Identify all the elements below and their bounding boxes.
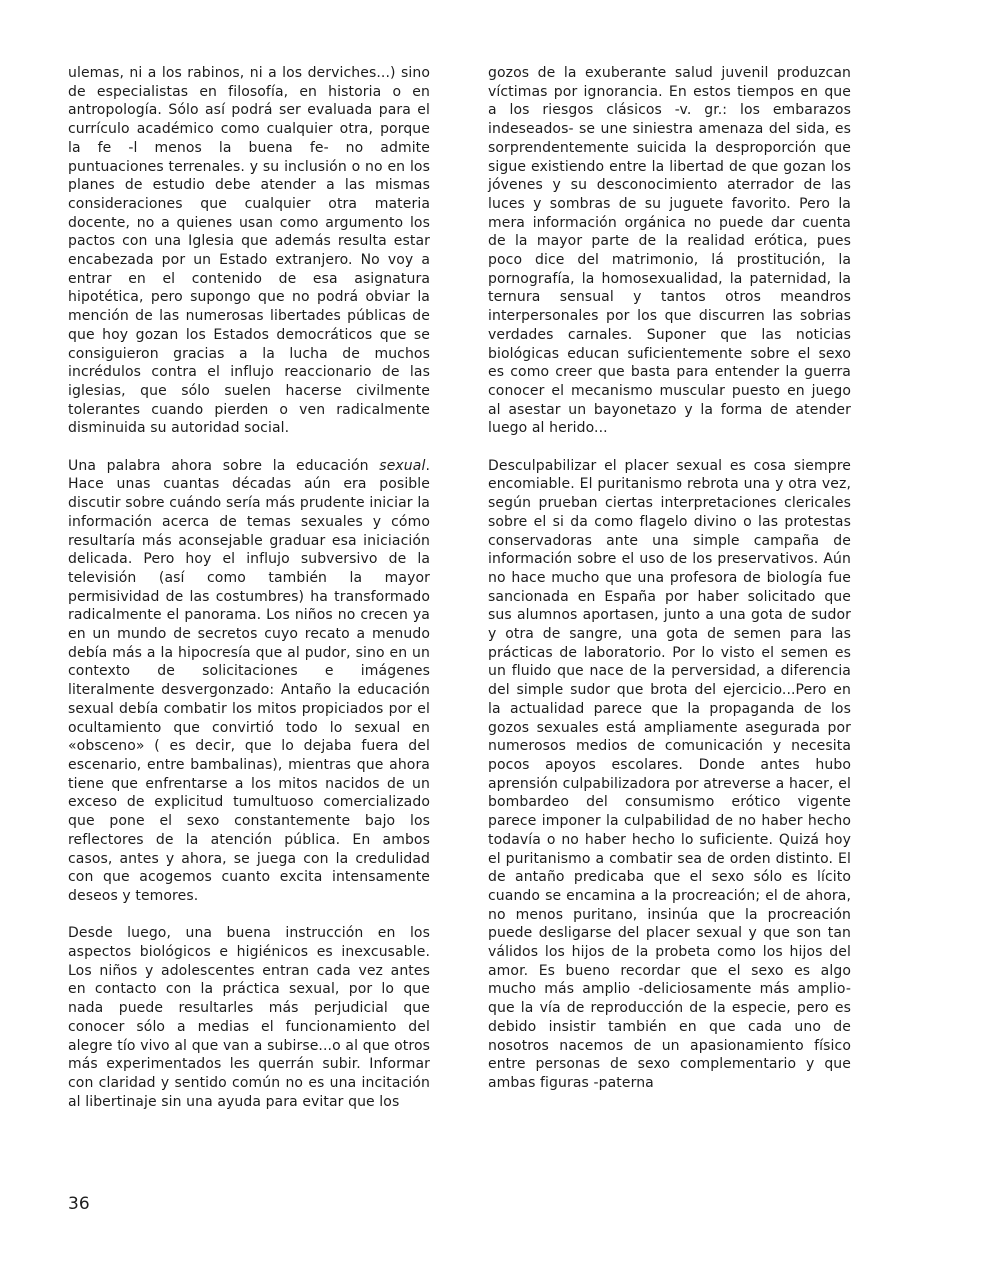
page-number: 36 xyxy=(68,1194,90,1214)
body-text: Una palabra ahora sobre la educación xyxy=(68,457,380,474)
body-text: ulemas, ni a los rabinos, ni a los derviches...) sino de especialistas en filosofía, en historia o en antropología. Sólo así podrá ser evaluada para el currículo académico como cualquier otra, porque la fe -l menos la buena fe- no admite puntuaciones terrenales. y su inclusión o no en los planes de estudio debe atender a las mismas consideraciones que cualquier otra materia docente, no a quienes usan como argumento los pactos con una Iglesia que además resulta estar encabezada por un Estado extranjero. No voy a entrar en el contenido de esa asignatura hipotética, pero supongo que no podrá obviar la mención de las numerosas libertades públicas de que hoy gozan los Estados democráticos que se consiguieron gracias a la lucha de muchos incrédulos contra el influjo reaccionario de las iglesias, que sólo suelen hacerse civilmente tolerantes cuando pierden o ven radicalmente disminuida su autoridad social. xyxy=(68,65,430,437)
paragraph xyxy=(488,64,851,438)
paragraph xyxy=(68,924,430,1111)
body-text: Desculpabilizar el placer sexual es cosa siempre encomiable. El puritanismo rebrota una y otra vez, según prueban ciertas interpretaciones clericales sobre el si da como flagelo divino o las protestas conservadoras ante una simple campaña de información sobre el uso de los preservativos. Aún no hace mucho que una profesora de biología fue sancionada en España por haber solicitado que sus alumnos aportasen, junto a una gota de sudor y otra de sangre, una gota de semen para las prácticas de laboratorio. Por lo visto el semen es un fluido que nace de la perversidad, a diferencia del simple sudor que brota del ejercicio...Pero en la actualidad parece que la propaganda de los gozos sexuales está ampliamente asegurada por numerosos medios de comunicación y necesita pocos apoyos escolares. Donde antes hubo aprensión culpabilizadora por atreverse a hacer, el bombardeo del consumismo erótico vigente parece imponer la culpabilidad de no haber hecho todavía o no haber hecho lo suficiente. Quizá hoy el puritanismo a combatir sea de orden distinto. El de antaño predicaba que el sexo sólo es lícito cuando se encamina a la procreación; el de ahora, no menos puritano, insinúa que la procreación puede desligarse del placer sexual y que son tan válidos los hijos de la probeta como los hijos del amor. Es bueno recordar que el sexo es algo mucho más amplio -deliciosamente más amplio- que la vía de reproducción de la especie, pero es debido insistir también en que cada uno de nosotros nacemos de un apasionamiento físico entre personas de sexo complementario y que ambas figuras -paterna xyxy=(488,457,851,1091)
body-text: . Hace unas cuantas décadas aún era posible discutir sobre cuándo sería más prudente iniciar la información acerca de temas sexuales y cómo resultaría más aconsejable graduar esa iniciación delicada. Pero hoy el influjo subversivo de la televisión (así como también la mayor permisividad de las costumbres) ha transformado radicalmente el panorama. Los niños no crecen ya en un mundo de secretos cuyo recato a menudo debía más a la hipocresía que al pudor, sino en un contexto de solicitaciones e imágenes literalmente desvergonzado: Antaño la educación sexual debía combatir los mitos propiciados por el ocultamiento que convirtió todo lo sexual en «obsceno» ( es decir, que lo dejaba fuera del escenario, entre bambalinas), mientras que ahora tiene que enfrentarse a los mitos nacidos de un exceso de explicitud tumultuoso comercializado que pone el sexo constantemente bajo los reflectores de la atención pública. En ambos casos, antes y ahora, se juega con la credulidad con que acogemos cuanto excita intensamente deseos y temores. xyxy=(68,457,430,904)
left-text-column xyxy=(68,64,430,1111)
paragraph xyxy=(488,457,851,1093)
body-text: gozos de la exuberante salud juvenil produzcan víctimas por ignorancia. En estos tiempos en que a los riesgos clásicos -v. gr.: los embarazos indeseados- se une siniestra amenaza del sida, es sorprendentemente suicida la desproporción que sigue existiendo entre la libertad de que gozan los jóvenes y su desconocimiento aterrador de las luces y sombras de su juguete favorito. Pero la mera información orgánica no puede dar cuenta de la mayor parte de la realidad erótica, pues poco dice del matrimonio, lá prostitución, la pornografía, la homosexualidad, la paternidad, la ternura sensual y tantos otros meandros interpersonales por los que discurren las sobrias verdades carnales. Suponer que las noticias biológicas educan suficientemente sobre el sexo es como creer que basta para entender la guerra conocer el mecanismo muscular puesto en juego al asestar un bayonetazo y la forma de atender luego al herido... xyxy=(488,65,851,437)
paragraph xyxy=(68,457,430,906)
italic-text: sexual xyxy=(379,457,426,474)
right-text-column xyxy=(488,64,851,1093)
body-text: Desde luego, una buena instrucción en los aspectos biológicos e higiénicos es inexcusable. Los niños y adolescentes entran cada vez antes en contacto con la práctica sexual, por lo que nada puede resultarles más perjudicial que conocer sólo a medias el funcionamiento del alegre tío vivo al que van a subirse...o al que otros más experimentados les querrán subir. Informar con claridad y sentido común no es una incitación al libertinaje sin una ayuda para evitar que los xyxy=(68,925,430,1110)
paragraph xyxy=(68,64,430,438)
